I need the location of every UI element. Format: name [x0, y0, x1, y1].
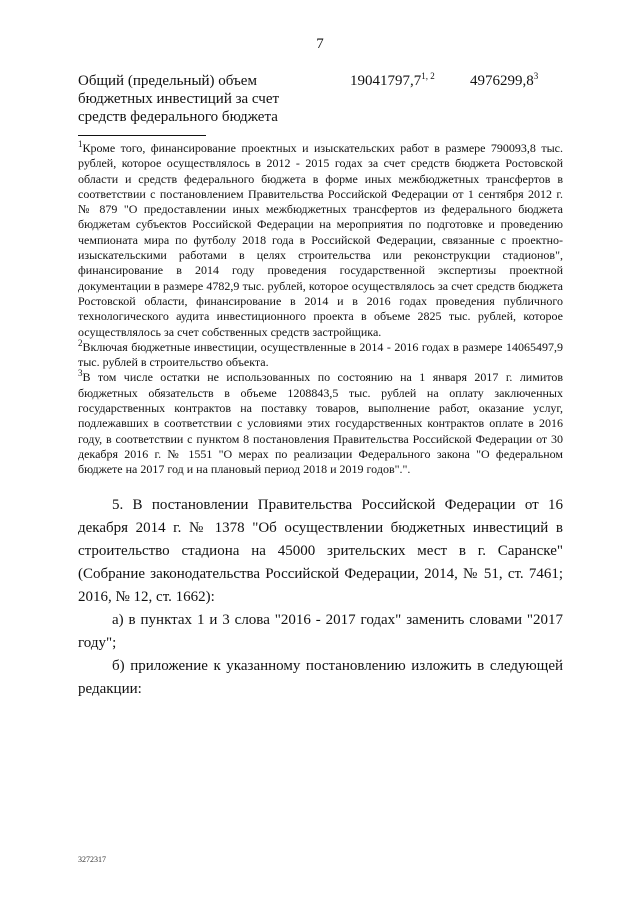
summary-value-1	[350, 72, 435, 90]
summary-value-2-number: 4976299,8	[470, 73, 534, 89]
footnotes	[78, 141, 563, 478]
footnote-3-mark: 3	[78, 368, 83, 379]
footnote-1-mark: 1	[78, 139, 83, 149]
paragraph-5a: а) в пунктах 1 и 3 слова "2016 - 2017 годах" заменить словами "2017 году";	[78, 612, 563, 651]
summary-value-1-number: 19041797,7	[350, 73, 422, 89]
body-text	[78, 494, 563, 701]
footnote-3-text: В том числе остатки не использованных по состоянию на 1 января 2017 г. лимитов бюджетных обязательств в объеме 1208843,5 тыс. рублей на оплату заключенных государственных контрактов на поставку товаров, выполнение работ, оказание услуг, подлежавших в соответствии с условиями этих государственных контрактов оплате в 2016 году, в соответствии с пунктом 8 постановления Правительства Российской Федерации от 30 декабря 2016 г. № 1551 "О мерах по реализации Федерального закона "О федеральном бюджете на 2017 год и на плановый период 2018 и 2019 годов".".	[78, 370, 563, 477]
footnote-2-mark: 2	[78, 337, 83, 348]
summary-value-1-footnote-refs: 1, 2	[421, 71, 435, 81]
footnote-separator	[78, 135, 206, 136]
budget-summary-row	[78, 72, 578, 126]
footnote-1-text: Кроме того, финансирование проектных и изыскательских работ в размере 790093,8 тыс. рублей, которое осуществлялось в 2012 - 2015 годах за счет средств бюджета Ростовской области и средств федерального бюджета в форме иных межбюджетных трансфертов в соответствии с постановлением Правительства Российской Федерации от 1 сентября 2012 г. № 879 "О предоставлении иных межбюджетных трансфертов из федерального бюджета бюджетам субъектов Российской Федерации на мероприятия по подготовке и проведению чемпионата мира по футболу 2018 года в Российской Федерации, связанные с проектно-изыскательскими работами в целях строительства или реконструкции стадионов", финансирование в 2014 году проведения государственной экспертизы проектной документации в размере 4782,9 тыс. рублей, которое осуществлялось за счет средств бюджета Ростовской области, финансирование в 2014 и в 2016 годах проведения публичного технологического аудита инвестиционного проекта в объеме 2825 тыс. рублей, которое осуществлялось за счет собственных средств застройщика.	[78, 141, 563, 339]
paragraph-5b: б) приложение к указанному постановлению изложить в следующей редакции:	[78, 658, 563, 697]
footnote-3	[78, 370, 563, 477]
summary-value-2-footnote-refs: 3	[533, 71, 539, 81]
footnote-1	[78, 141, 563, 340]
footnote-2	[78, 337, 563, 371]
paragraph-5: 5. В постановлении Правительства Российской Федерации от 16 декабря 2014 г. № 1378 "Об осуществлении бюджетных инвестиций в строительство стадиона на 45000 зрительских мест в г. Саранске" (Собрание законодательства Российской Федерации, 2014, № 51, ст. 7461; 2016, № 12, ст. 1662):	[78, 497, 563, 605]
summary-label: Общий (предельный) объем бюджетных инвестиций за счет средств федерального бюджета	[78, 73, 280, 125]
footnote-2-text: Включая бюджетные инвестиции, осуществленные в 2014 - 2016 годах в размере 14065497,9 тыс. рублей в строительство объекта.	[78, 339, 563, 370]
summary-value-2	[470, 72, 538, 90]
page-number: 7	[316, 36, 324, 52]
document-code: 3272317	[78, 855, 106, 864]
